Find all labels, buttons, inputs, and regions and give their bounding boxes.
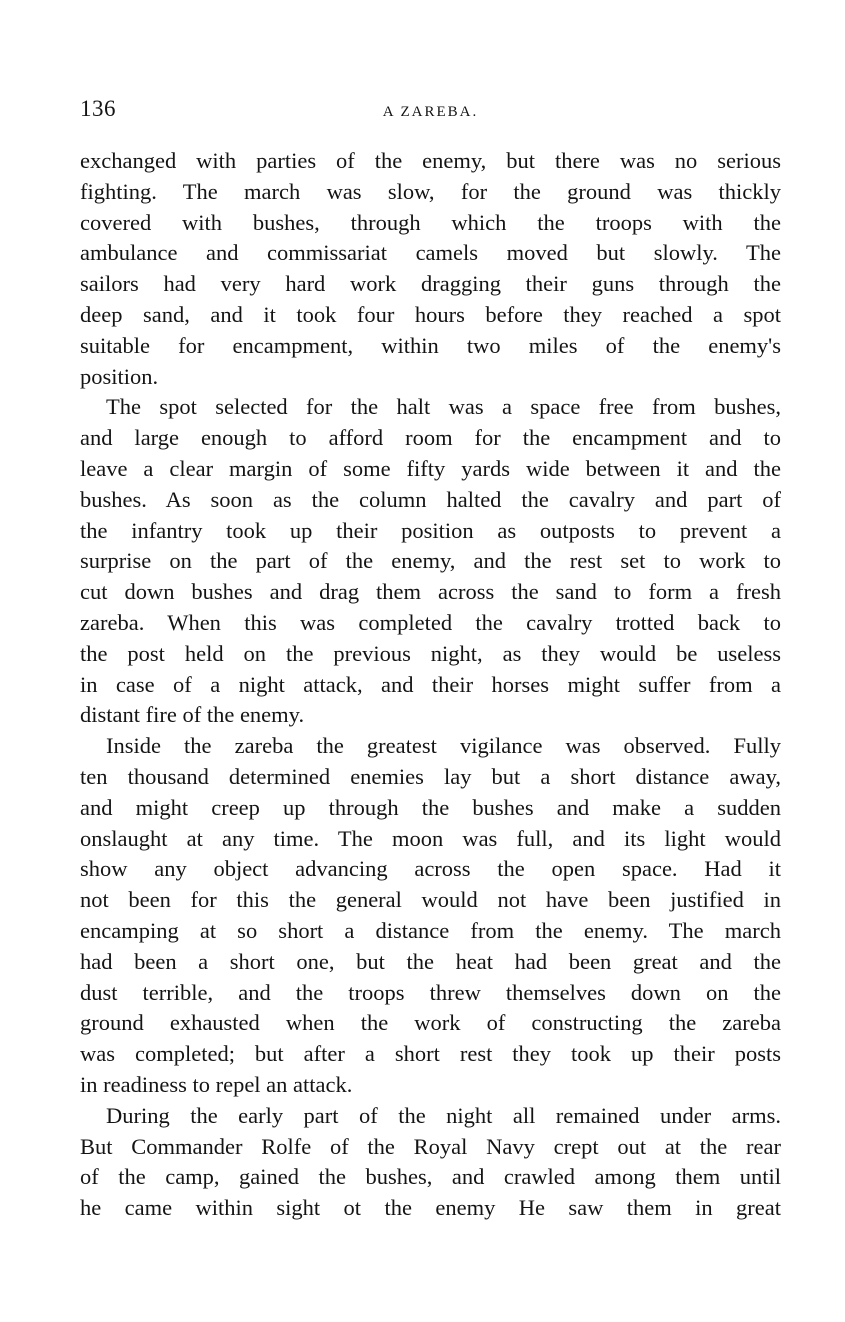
text-line: fighting. The march was slow, for the ground was thickly xyxy=(80,178,781,204)
text-line: he came within sight ot the enemy He saw them in great xyxy=(80,1195,781,1221)
paragraph xyxy=(80,731,781,1101)
text-line: The spot selected for the halt was a space free from bushes, xyxy=(106,394,781,420)
paragraph xyxy=(80,392,781,731)
text-line: the infantry took up their position as outposts to prevent a xyxy=(80,517,781,543)
text-line: not been for this the general would not have been justified in xyxy=(80,887,781,913)
text-line: deep sand, and it took four hours before they reached a spot xyxy=(80,301,781,327)
text-line: Inside the zareba the greatest vigilance was observed. Fully xyxy=(106,733,781,759)
text-line: onslaught at any time. The moon was full, and its light would xyxy=(80,825,781,851)
book-page xyxy=(80,96,781,1224)
text-line: in case of a night attack, and their horses might suffer from a xyxy=(80,671,781,697)
text-line: dust terrible, and the troops threw themselves down on the xyxy=(80,979,781,1005)
text-line: position. xyxy=(80,363,159,389)
text-line: and might creep up through the bushes and make a sudden xyxy=(80,794,781,820)
text-line: was completed; but after a short rest they took up their posts xyxy=(80,1041,781,1067)
text-line: During the early part of the night all remained under arms. xyxy=(106,1102,781,1128)
text-line: surprise on the part of the enemy, and the rest set to work to xyxy=(80,548,781,574)
running-title: A ZAREBA. xyxy=(382,104,479,120)
text-line: bushes. As soon as the column halted the cavalry and part of xyxy=(80,486,781,512)
text-line: ground exhausted when the work of constructing the zareba xyxy=(80,1010,781,1036)
text-line: leave a clear margin of some fifty yards wide between it and the xyxy=(80,455,781,481)
text-line: ten thousand determined enemies lay but a short distance away, xyxy=(80,763,781,789)
text-line: had been a short one, but the heat had been great and the xyxy=(80,948,781,974)
text-line: of the camp, gained the bushes, and crawled among them until xyxy=(80,1164,781,1190)
text-line: the post held on the previous night, as they would be useless xyxy=(80,640,781,666)
paragraph xyxy=(80,1101,781,1224)
page-number: 136 xyxy=(80,96,116,121)
text-line: cut down bushes and drag them across the sand to form a fresh xyxy=(80,579,781,605)
text-line: distant fire of the enemy. xyxy=(80,702,305,728)
body-text xyxy=(80,146,781,1224)
text-line: suitable for encampment, within two miles of the enemy's xyxy=(80,332,781,358)
text-line: covered with bushes, through which the troops with the xyxy=(80,209,781,235)
text-line: But Commander Rolfe of the Royal Navy crept out at the rear xyxy=(80,1133,781,1159)
text-line: sailors had very hard work dragging their guns through the xyxy=(80,271,781,297)
text-line: exchanged with parties of the enemy, but there was no serious xyxy=(80,148,781,173)
text-line: zareba. When this was completed the cavalry trotted back to xyxy=(80,609,781,635)
text-line: and large enough to afford room for the encampment and to xyxy=(80,425,781,451)
page-header xyxy=(80,96,781,130)
text-line: ambulance and commissariat camels moved but slowly. The xyxy=(80,240,781,266)
paragraph xyxy=(80,146,781,392)
text-line: in readiness to repel an attack. xyxy=(80,1071,353,1097)
text-line: encamping at so short a distance from the enemy. The march xyxy=(80,917,781,943)
text-line: show any object advancing across the open space. Had it xyxy=(80,856,781,882)
